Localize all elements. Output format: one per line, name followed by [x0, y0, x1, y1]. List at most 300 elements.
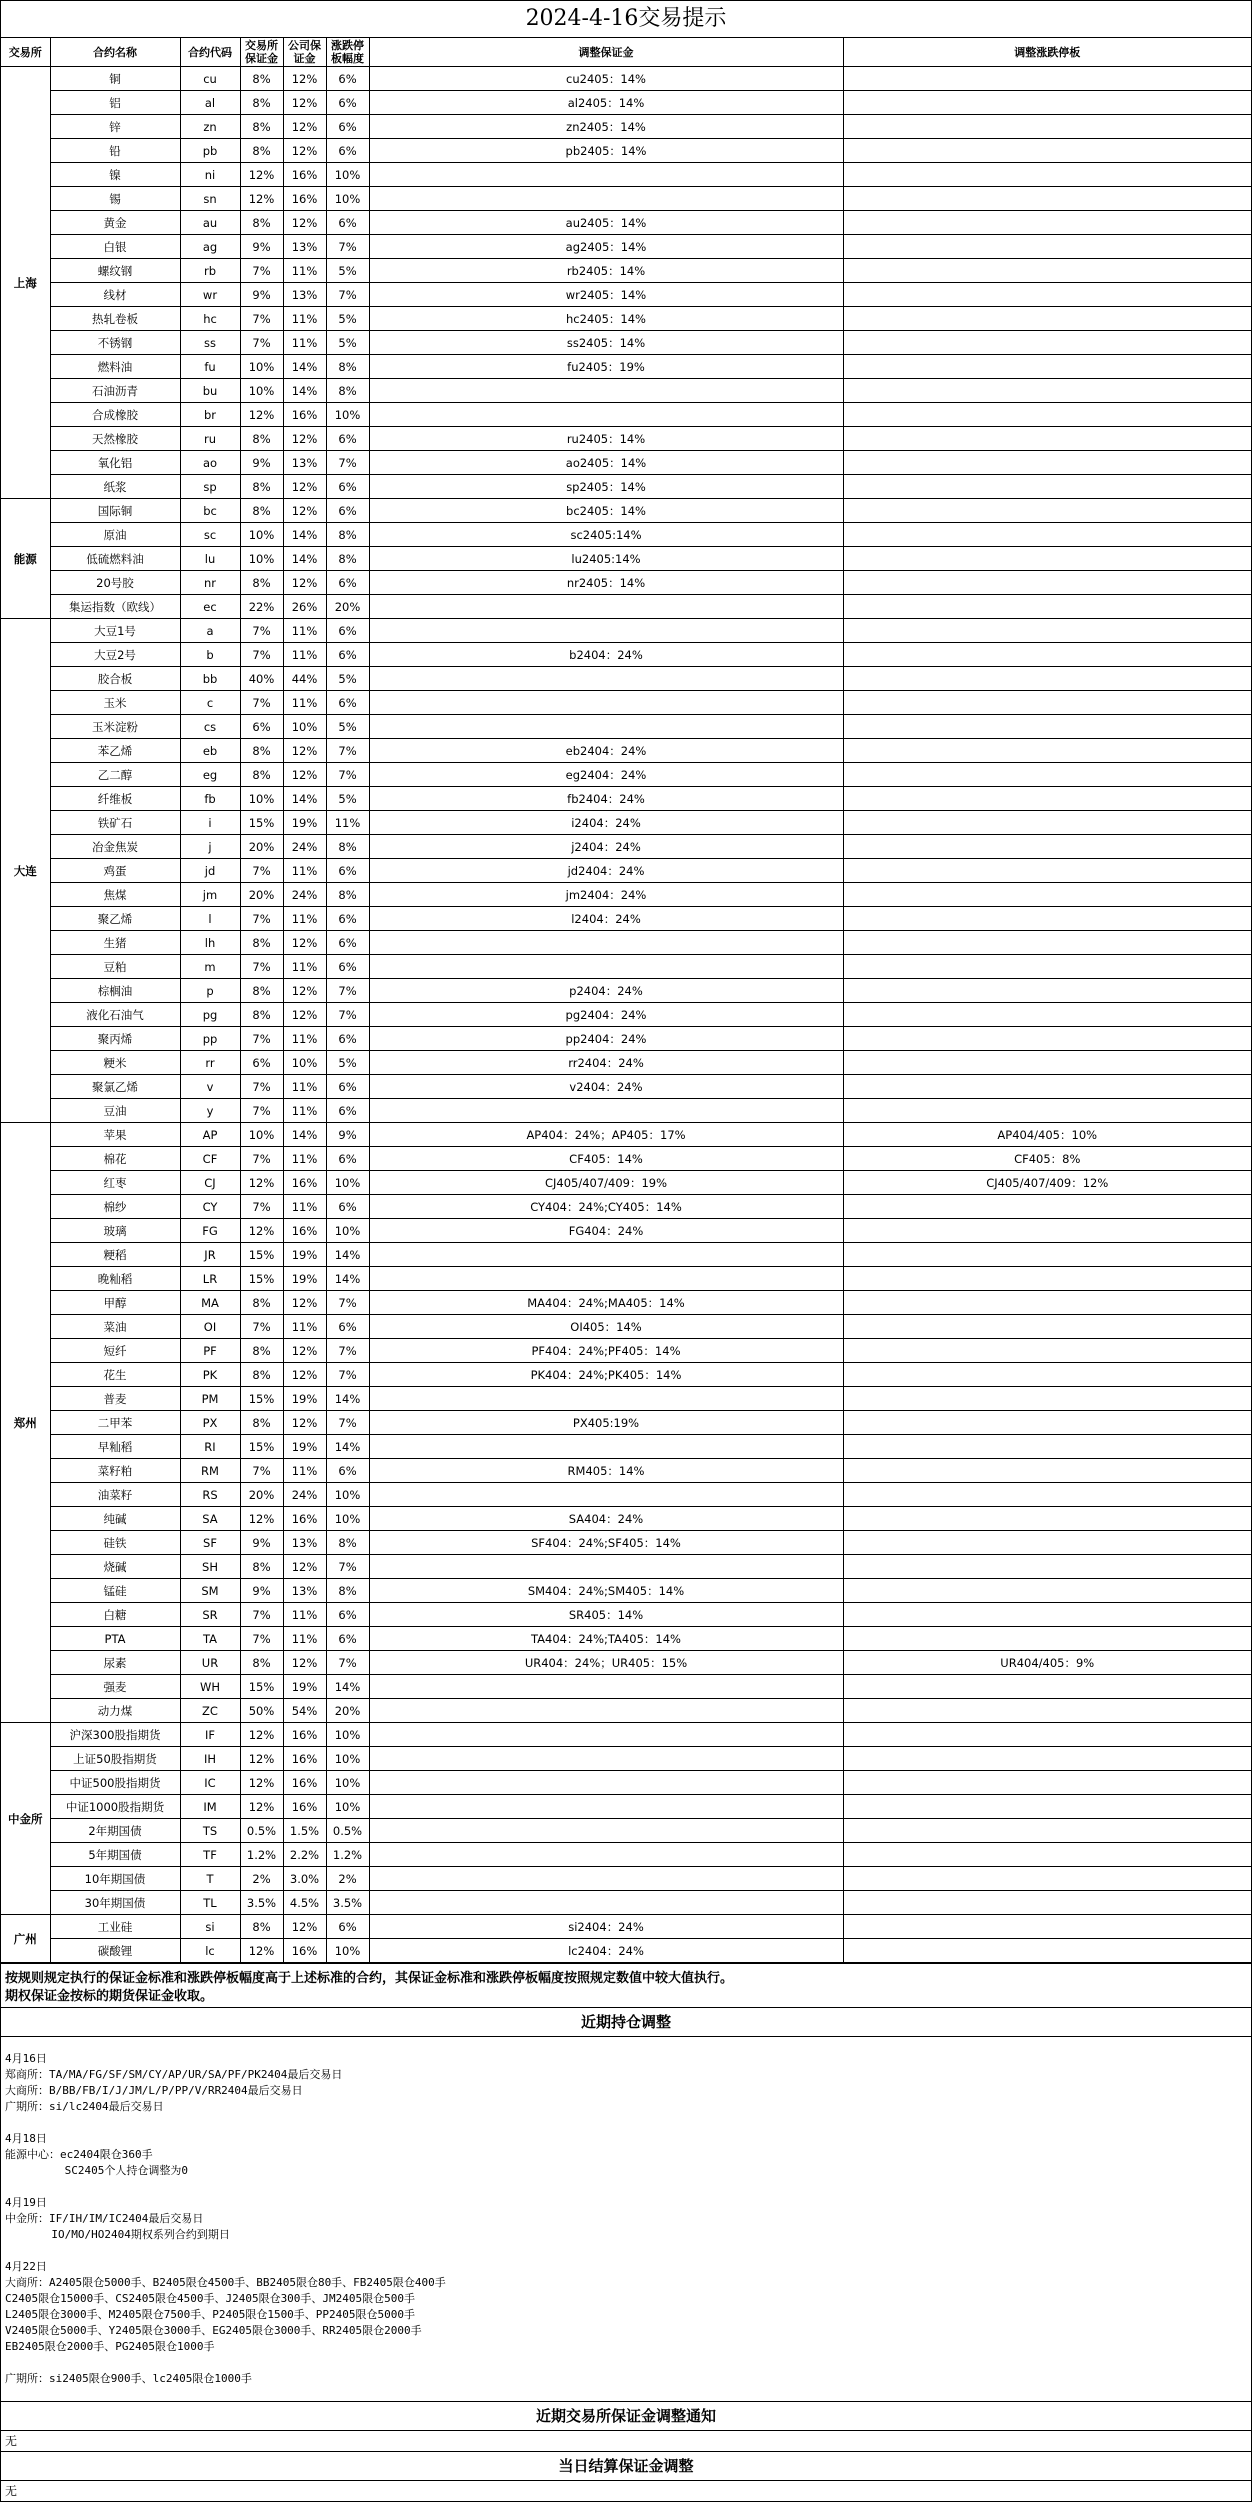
table-row: [1, 307, 1251, 331]
header-adjust-margin: 调整保证金: [369, 38, 843, 67]
table-row: [1, 643, 1251, 667]
table-row: [1, 835, 1251, 859]
table-row: [1, 1771, 1251, 1795]
limit-range-cell: 5%: [326, 1051, 369, 1075]
contract-name-cell: 工业硅: [50, 1915, 180, 1939]
adjust-limit-cell: [843, 475, 1251, 499]
table-row: [1, 1027, 1251, 1051]
adjust-limit-cell: [843, 1099, 1251, 1123]
adjust-limit-cell: [843, 283, 1251, 307]
contract-name-cell: 热轧卷板: [50, 307, 180, 331]
adjust-margin-cell: pb2405：14%: [369, 139, 843, 163]
contract-name-cell: 晚籼稻: [50, 1267, 180, 1291]
adjust-margin-cell: lu2405:14%: [369, 547, 843, 571]
contract-code-cell: PK: [180, 1363, 240, 1387]
position-adjust-title: 近期持仓调整: [1, 2007, 1251, 2037]
adjust-limit-cell: [843, 355, 1251, 379]
adjust-margin-cell: ag2405：14%: [369, 235, 843, 259]
exchange-margin-cell: 20%: [240, 1483, 283, 1507]
margin-table: [1, 38, 1251, 1963]
exchange-margin-cell: 8%: [240, 571, 283, 595]
adjust-limit-cell: [843, 523, 1251, 547]
contract-code-cell: lu: [180, 547, 240, 571]
adjust-limit-cell: [843, 835, 1251, 859]
contract-code-cell: c: [180, 691, 240, 715]
contract-code-cell: rr: [180, 1051, 240, 1075]
contract-name-cell: 粳米: [50, 1051, 180, 1075]
exchange-margin-cell: 7%: [240, 955, 283, 979]
adjust-limit-cell: [843, 547, 1251, 571]
adjust-margin-cell: FG404：24%: [369, 1219, 843, 1243]
contract-code-cell: CY: [180, 1195, 240, 1219]
table-row: [1, 739, 1251, 763]
adjust-limit-cell: [843, 907, 1251, 931]
contract-name-cell: 合成橡胶: [50, 403, 180, 427]
contract-name-cell: 普麦: [50, 1387, 180, 1411]
contract-code-cell: SM: [180, 1579, 240, 1603]
notes: [1, 1963, 1251, 2007]
adjust-margin-cell: jm2404：24%: [369, 883, 843, 907]
exchange-margin-cell: 9%: [240, 451, 283, 475]
adjust-margin-cell: [369, 1843, 843, 1867]
exchange-margin-cell: 12%: [240, 1219, 283, 1243]
contract-name-cell: 豆粕: [50, 955, 180, 979]
company-margin-cell: 14%: [283, 1123, 326, 1147]
exchange-margin-cell: 8%: [240, 1291, 283, 1315]
exchange-margin-cell: 12%: [240, 1507, 283, 1531]
table-row: [1, 667, 1251, 691]
limit-range-cell: 6%: [326, 643, 369, 667]
company-margin-cell: 12%: [283, 1651, 326, 1675]
adjust-margin-cell: [369, 667, 843, 691]
adjust-limit-cell: [843, 1435, 1251, 1459]
adjust-limit-cell: [843, 499, 1251, 523]
adjust-margin-cell: lc2404：24%: [369, 1939, 843, 1963]
exchange-margin-cell: 8%: [240, 1003, 283, 1027]
company-margin-cell: 19%: [283, 1387, 326, 1411]
adjust-limit-cell: [843, 1195, 1251, 1219]
adjust-margin-cell: [369, 1771, 843, 1795]
limit-range-cell: 8%: [326, 835, 369, 859]
exchange-margin-cell: 15%: [240, 1267, 283, 1291]
contract-code-cell: TS: [180, 1819, 240, 1843]
table-row: [1, 1555, 1251, 1579]
contract-name-cell: 胶合板: [50, 667, 180, 691]
exchange-margin-cell: 7%: [240, 907, 283, 931]
contract-name-cell: 甲醇: [50, 1291, 180, 1315]
table-row: [1, 1747, 1251, 1771]
exchange-margin-cell: 8%: [240, 67, 283, 91]
contract-name-cell: 铁矿石: [50, 811, 180, 835]
table-row: [1, 451, 1251, 475]
position-adjust-text: 4月16日 郑商所：TA/MA/FG/SF/SM/CY/AP/UR/SA/PF/PK2404最后交易日 大商所：B/BB/FB/I/J/JM/L/P/PP/V/RR2404最后交易日 广期所：si/lc2404最后交易日 4月18日 能源中心：ec2404限仓360手 SC2405个人持仓调整为0 4月19日 中金所：IF/IH/IM/IC2404最后交易日 IO/MO/HO2404期权系列合约到期日 4月22日 大商所：A2405限仓5000手、B2405限仓4500手、BB2405限仓80手、FB2405限仓400手 C2405限仓15000手、CS2405限仓4500手、J2405限仓300手、JM2405限仓500手 L2405限仓3000手、M2405限仓7500手、P2405限仓1500手、PP2405限仓5000手 V2405限仓5000手、Y2405限仓3000手、EG2405限仓3000手、RR2405限仓2000手 EB2405限仓2000手、PG2405限仓1000手 广期所：si2405限仓900手、lc2405限仓1000手: [5, 2052, 446, 2385]
adjust-margin-cell: ru2405：14%: [369, 427, 843, 451]
adjust-limit-cell: [843, 859, 1251, 883]
contract-code-cell: au: [180, 211, 240, 235]
contract-code-cell: wr: [180, 283, 240, 307]
company-margin-cell: 11%: [283, 331, 326, 355]
adjust-margin-cell: [369, 1435, 843, 1459]
company-margin-cell: 12%: [283, 427, 326, 451]
exchange-margin-cell: 8%: [240, 931, 283, 955]
adjust-margin-cell: [369, 1483, 843, 1507]
company-margin-cell: 13%: [283, 1579, 326, 1603]
adjust-margin-cell: PX405:19%: [369, 1411, 843, 1435]
adjust-margin-cell: l2404：24%: [369, 907, 843, 931]
exchange-margin-cell: 8%: [240, 763, 283, 787]
exchange-margin-cell: 50%: [240, 1699, 283, 1723]
contract-code-cell: hc: [180, 307, 240, 331]
exchange-margin-cell: 8%: [240, 1555, 283, 1579]
limit-range-cell: 7%: [326, 1363, 369, 1387]
contract-code-cell: SR: [180, 1603, 240, 1627]
contract-name-cell: 白银: [50, 235, 180, 259]
contract-name-cell: 玉米: [50, 691, 180, 715]
contract-code-cell: MA: [180, 1291, 240, 1315]
adjust-limit-cell: [843, 1843, 1251, 1867]
limit-range-cell: 8%: [326, 379, 369, 403]
table-row: [1, 403, 1251, 427]
contract-name-cell: 纸浆: [50, 475, 180, 499]
exchange-margin-cell: 8%: [240, 211, 283, 235]
adjust-margin-cell: [369, 1795, 843, 1819]
contract-code-cell: ss: [180, 331, 240, 355]
contract-name-cell: PTA: [50, 1627, 180, 1651]
contract-name-cell: 铅: [50, 139, 180, 163]
adjust-limit-cell: [843, 739, 1251, 763]
table-row: [1, 331, 1251, 355]
contract-code-cell: CF: [180, 1147, 240, 1171]
company-margin-cell: 16%: [283, 1795, 326, 1819]
contract-code-cell: b: [180, 643, 240, 667]
adjust-limit-cell: [843, 1819, 1251, 1843]
limit-range-cell: 5%: [326, 787, 369, 811]
adjust-margin-cell: PK404：24%;PK405：14%: [369, 1363, 843, 1387]
table-row: [1, 283, 1251, 307]
table-row: [1, 1387, 1251, 1411]
company-margin-cell: 12%: [283, 115, 326, 139]
table-row: [1, 1411, 1251, 1435]
exchange-margin-cell: 8%: [240, 475, 283, 499]
limit-range-cell: 8%: [326, 883, 369, 907]
adjust-limit-cell: [843, 211, 1251, 235]
exchange-margin-cell: 12%: [240, 1171, 283, 1195]
adjust-margin-cell: [369, 595, 843, 619]
adjust-limit-cell: [843, 955, 1251, 979]
company-margin-cell: 12%: [283, 1339, 326, 1363]
limit-range-cell: 7%: [326, 1651, 369, 1675]
table-row: [1, 475, 1251, 499]
adjust-margin-cell: [369, 187, 843, 211]
contract-name-cell: 苹果: [50, 1123, 180, 1147]
adjust-margin-cell: [369, 1675, 843, 1699]
table-row: [1, 907, 1251, 931]
table-row: [1, 211, 1251, 235]
limit-range-cell: 7%: [326, 235, 369, 259]
company-margin-cell: 12%: [283, 571, 326, 595]
limit-range-cell: 5%: [326, 331, 369, 355]
exchange-margin-cell: 1.2%: [240, 1843, 283, 1867]
settlement-adjust-title: 当日结算保证金调整: [1, 2451, 1251, 2481]
adjust-margin-cell: [369, 691, 843, 715]
adjust-limit-cell: [843, 379, 1251, 403]
contract-code-cell: al: [180, 91, 240, 115]
adjust-margin-cell: eg2404：24%: [369, 763, 843, 787]
contract-code-cell: OI: [180, 1315, 240, 1339]
table-row: [1, 883, 1251, 907]
table-row: [1, 1483, 1251, 1507]
adjust-limit-cell: [843, 1219, 1251, 1243]
limit-range-cell: 6%: [326, 1027, 369, 1051]
adjust-margin-cell: [369, 1747, 843, 1771]
exchange-margin-cell: 7%: [240, 1459, 283, 1483]
company-margin-cell: 11%: [283, 259, 326, 283]
contract-name-cell: 烧碱: [50, 1555, 180, 1579]
limit-range-cell: 6%: [326, 691, 369, 715]
contract-code-cell: bu: [180, 379, 240, 403]
company-margin-cell: 10%: [283, 1051, 326, 1075]
table-row: [1, 715, 1251, 739]
adjust-limit-cell: [843, 715, 1251, 739]
exchange-margin-cell: 7%: [240, 1027, 283, 1051]
table-row: [1, 1819, 1251, 1843]
contract-name-cell: 花生: [50, 1363, 180, 1387]
exchange-margin-cell: 7%: [240, 1603, 283, 1627]
limit-range-cell: 20%: [326, 595, 369, 619]
company-margin-cell: 11%: [283, 619, 326, 643]
contract-name-cell: 低硫燃料油: [50, 547, 180, 571]
adjust-limit-cell: [843, 427, 1251, 451]
exchange-cell: 广州: [1, 1915, 50, 1963]
exchange-margin-cell: 7%: [240, 259, 283, 283]
adjust-limit-cell: [843, 1675, 1251, 1699]
adjust-limit-cell: [843, 235, 1251, 259]
exchange-margin-cell: 7%: [240, 619, 283, 643]
limit-range-cell: 6%: [326, 1315, 369, 1339]
contract-code-cell: WH: [180, 1675, 240, 1699]
adjust-limit-cell: CF405：8%: [843, 1147, 1251, 1171]
limit-range-cell: 20%: [326, 1699, 369, 1723]
adjust-limit-cell: [843, 1291, 1251, 1315]
contract-name-cell: 20号胶: [50, 571, 180, 595]
company-margin-cell: 12%: [283, 1915, 326, 1939]
limit-range-cell: 10%: [326, 187, 369, 211]
limit-range-cell: 8%: [326, 355, 369, 379]
adjust-limit-cell: [843, 331, 1251, 355]
company-margin-cell: 19%: [283, 811, 326, 835]
adjust-limit-cell: [843, 1603, 1251, 1627]
adjust-margin-cell: [369, 1267, 843, 1291]
table-row: [1, 259, 1251, 283]
company-margin-cell: 12%: [283, 1411, 326, 1435]
contract-code-cell: LR: [180, 1267, 240, 1291]
header-limit: 涨跌停板幅度: [326, 38, 369, 67]
contract-name-cell: 液化石油气: [50, 1003, 180, 1027]
contract-name-cell: 天然橡胶: [50, 427, 180, 451]
contract-name-cell: 生猪: [50, 931, 180, 955]
company-margin-cell: 13%: [283, 235, 326, 259]
limit-range-cell: 6%: [326, 955, 369, 979]
company-margin-cell: 16%: [283, 1723, 326, 1747]
table-row: [1, 1243, 1251, 1267]
contract-code-cell: IM: [180, 1795, 240, 1819]
contract-name-cell: 大豆2号: [50, 643, 180, 667]
contract-name-cell: 30年期国债: [50, 1891, 180, 1915]
contract-code-cell: ec: [180, 595, 240, 619]
company-margin-cell: 24%: [283, 883, 326, 907]
limit-range-cell: 9%: [326, 1123, 369, 1147]
exchange-margin-cell: 8%: [240, 427, 283, 451]
exchange-margin-cell: 7%: [240, 331, 283, 355]
exchange-margin-cell: 6%: [240, 1051, 283, 1075]
adjust-margin-cell: [369, 163, 843, 187]
exchange-cell: 上海: [1, 67, 50, 499]
contract-name-cell: 石油沥青: [50, 379, 180, 403]
company-margin-cell: 11%: [283, 691, 326, 715]
contract-code-cell: TL: [180, 1891, 240, 1915]
contract-name-cell: 强麦: [50, 1675, 180, 1699]
limit-range-cell: 3.5%: [326, 1891, 369, 1915]
adjust-margin-cell: wr2405：14%: [369, 283, 843, 307]
contract-name-cell: 碳酸锂: [50, 1939, 180, 1963]
limit-range-cell: 10%: [326, 1747, 369, 1771]
contract-name-cell: 油菜籽: [50, 1483, 180, 1507]
adjust-limit-cell: [843, 595, 1251, 619]
limit-range-cell: 10%: [326, 1507, 369, 1531]
contract-name-cell: 中证1000股指期货: [50, 1795, 180, 1819]
table-row: [1, 1075, 1251, 1099]
adjust-limit-cell: AP404/405：10%: [843, 1123, 1251, 1147]
adjust-margin-cell: SA404：24%: [369, 1507, 843, 1531]
company-margin-cell: 13%: [283, 451, 326, 475]
contract-name-cell: 锡: [50, 187, 180, 211]
table-row: [1, 1363, 1251, 1387]
adjust-limit-cell: [843, 1339, 1251, 1363]
note-line: 期权保证金按标的期货保证金收取。: [5, 1989, 214, 2004]
table-row: [1, 1627, 1251, 1651]
exchange-margin-cell: 8%: [240, 739, 283, 763]
company-margin-cell: 14%: [283, 547, 326, 571]
exchange-margin-cell: 8%: [240, 979, 283, 1003]
company-margin-cell: 14%: [283, 523, 326, 547]
exchange-margin-cell: 15%: [240, 1675, 283, 1699]
company-margin-cell: 12%: [283, 763, 326, 787]
table-row: [1, 1435, 1251, 1459]
adjust-limit-cell: [843, 811, 1251, 835]
exchange-margin-cell: 12%: [240, 403, 283, 427]
contract-name-cell: 上证50股指期货: [50, 1747, 180, 1771]
contract-code-cell: i: [180, 811, 240, 835]
contract-code-cell: FG: [180, 1219, 240, 1243]
contract-code-cell: bb: [180, 667, 240, 691]
limit-range-cell: 7%: [326, 1555, 369, 1579]
contract-code-cell: fu: [180, 355, 240, 379]
exchange-margin-cell: 12%: [240, 163, 283, 187]
company-margin-cell: 14%: [283, 379, 326, 403]
limit-range-cell: 14%: [326, 1267, 369, 1291]
table-row: [1, 235, 1251, 259]
company-margin-cell: 3.0%: [283, 1867, 326, 1891]
contract-code-cell: PF: [180, 1339, 240, 1363]
limit-range-cell: 7%: [326, 451, 369, 475]
limit-range-cell: 6%: [326, 67, 369, 91]
limit-range-cell: 10%: [326, 1483, 369, 1507]
contract-name-cell: 5年期国债: [50, 1843, 180, 1867]
contract-name-cell: 苯乙烯: [50, 739, 180, 763]
adjust-margin-cell: [369, 931, 843, 955]
exchange-margin-cell: 8%: [240, 1651, 283, 1675]
limit-range-cell: 14%: [326, 1243, 369, 1267]
exchange-margin-cell: 7%: [240, 1147, 283, 1171]
limit-range-cell: 6%: [326, 1603, 369, 1627]
adjust-limit-cell: [843, 187, 1251, 211]
table-row: [1, 571, 1251, 595]
company-margin-cell: 12%: [283, 979, 326, 1003]
limit-range-cell: 10%: [326, 1939, 369, 1963]
exchange-margin-cell: 8%: [240, 91, 283, 115]
contract-code-cell: UR: [180, 1651, 240, 1675]
adjust-limit-cell: [843, 1915, 1251, 1939]
adjust-limit-cell: [843, 763, 1251, 787]
limit-range-cell: 6%: [326, 1915, 369, 1939]
contract-code-cell: IF: [180, 1723, 240, 1747]
adjust-margin-cell: [369, 1555, 843, 1579]
adjust-limit-cell: [843, 1795, 1251, 1819]
contract-code-cell: br: [180, 403, 240, 427]
limit-range-cell: 7%: [326, 1003, 369, 1027]
exchange-margin-cell: 22%: [240, 595, 283, 619]
adjust-limit-cell: [843, 1363, 1251, 1387]
exchange-margin-cell: 10%: [240, 787, 283, 811]
company-margin-cell: 12%: [283, 499, 326, 523]
contract-name-cell: 沪深300股指期货: [50, 1723, 180, 1747]
contract-name-cell: 锌: [50, 115, 180, 139]
adjust-margin-cell: [369, 619, 843, 643]
contract-code-cell: y: [180, 1099, 240, 1123]
exchange-margin-cell: 12%: [240, 187, 283, 211]
contract-name-cell: 铜: [50, 67, 180, 91]
table-row: [1, 1531, 1251, 1555]
contract-code-cell: T: [180, 1867, 240, 1891]
exchange-margin-cell: 7%: [240, 859, 283, 883]
table-row: [1, 691, 1251, 715]
adjust-margin-cell: [369, 1387, 843, 1411]
table-header-row: [1, 38, 1251, 67]
adjust-margin-cell: zn2405：14%: [369, 115, 843, 139]
exchange-cell: 能源: [1, 499, 50, 619]
company-margin-cell: 12%: [283, 931, 326, 955]
limit-range-cell: 10%: [326, 1723, 369, 1747]
contract-name-cell: 10年期国债: [50, 1867, 180, 1891]
contract-name-cell: 中证500股指期货: [50, 1771, 180, 1795]
company-margin-cell: 13%: [283, 283, 326, 307]
limit-range-cell: 2%: [326, 1867, 369, 1891]
company-margin-cell: 16%: [283, 1171, 326, 1195]
contract-name-cell: 早籼稻: [50, 1435, 180, 1459]
adjust-limit-cell: [843, 1891, 1251, 1915]
contract-code-cell: fb: [180, 787, 240, 811]
exchange-margin-cell: 10%: [240, 379, 283, 403]
limit-range-cell: 6%: [326, 211, 369, 235]
contract-code-cell: a: [180, 619, 240, 643]
company-margin-cell: 19%: [283, 1435, 326, 1459]
table-row: [1, 1051, 1251, 1075]
limit-range-cell: 6%: [326, 139, 369, 163]
exchange-margin-cell: 9%: [240, 1579, 283, 1603]
table-row: [1, 1795, 1251, 1819]
table-row: [1, 547, 1251, 571]
header-contract-name: 合约名称: [50, 38, 180, 67]
